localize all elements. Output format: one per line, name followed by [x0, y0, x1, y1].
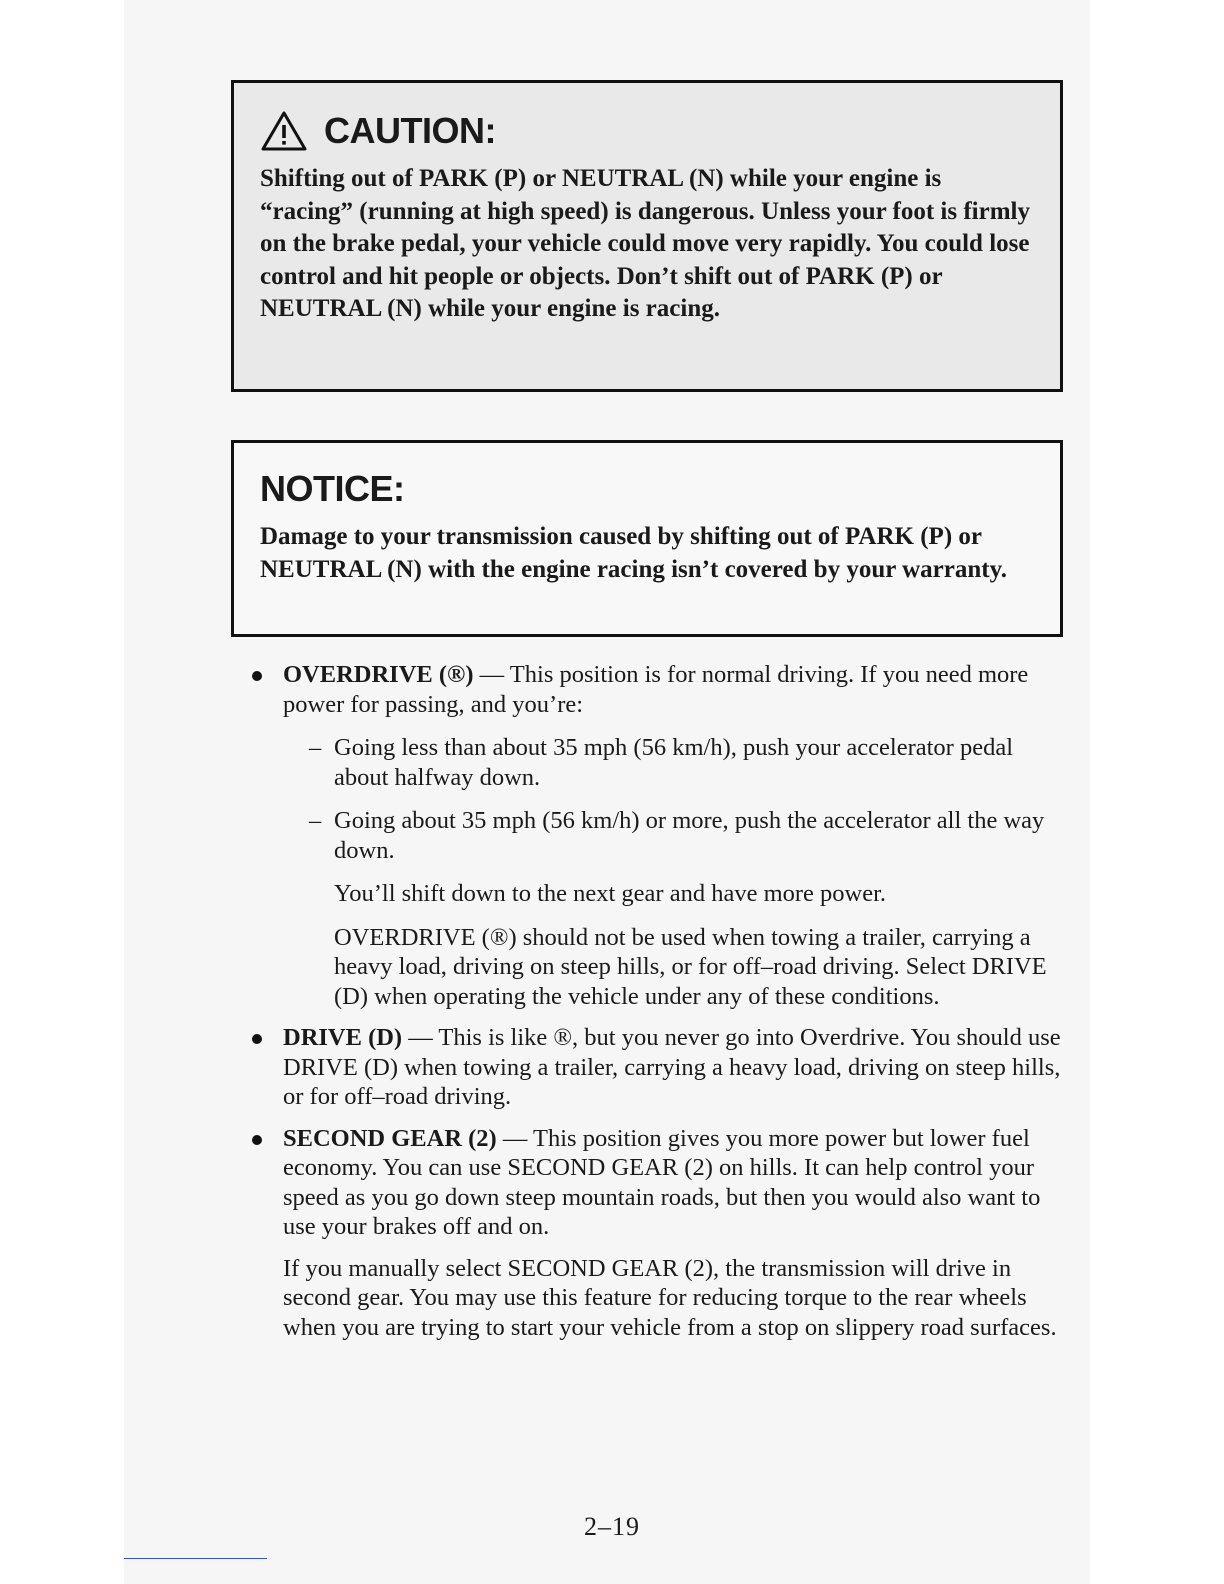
overdrive-para-2: OVERDRIVE (®) should not be used when towing a trailer, carrying a heavy load, driving on steep hills, or for off–road driving. Select DRIVE (D) when operating the vehicle under any of these conditions.: [334, 923, 1047, 1010]
notice-heading: NOTICE:: [260, 468, 405, 509]
page-number: 2–19: [584, 1512, 640, 1541]
bullet-drive: [252, 1023, 1067, 1112]
dash-item-1: [283, 733, 1067, 792]
second-gear-para: If you manually select SECOND GEAR (2), the transmission will drive in second gear. You may use this feature for reducing torque to the rear wheels when you are trying to start your vehicle from a stop on slippery road surfaces.: [283, 1254, 1057, 1341]
footer-rule: [124, 1558, 267, 1559]
bullet-overdrive: [252, 660, 1067, 1011]
notice-body: Damage to your transmission caused by shifting out of PARK (P) or NEUTRAL (N) with the engine racing isn’t covered by your warranty.: [260, 523, 1007, 583]
bullet-dot: [252, 1135, 262, 1145]
caution-heading: [260, 109, 1034, 153]
warning-triangle-icon: [260, 110, 308, 152]
caution-heading-text: CAUTION:: [324, 110, 496, 151]
caution-body: Shifting out of PARK (P) or NEUTRAL (N) while your engine is “racing” (running at high speed) is dangerous. Unless your foot is firmly on the brake pedal, your vehicle could move very rapidly. You could lose control and hit people or objects. Don’t shift out of PARK (P) or NEUTRAL (N) while your engine is racing.: [260, 165, 1030, 322]
dash-item-text: Going less than about 35 mph (56 km/h), push your accelerator pedal about halfway down.: [334, 734, 1014, 791]
bullet-dot: [252, 671, 262, 681]
dash-item-2: [283, 806, 1067, 865]
drive-text: — This is like ®, but you never go into Overdrive. You should use DRIVE (D) when towing a trailer, carrying a heavy load, driving on steep hills, or for off–road driving.: [283, 1024, 1061, 1110]
second-gear-term: SECOND GEAR (2): [283, 1124, 497, 1152]
second-gear-text: — This position gives you more power but lower fuel economy. You can use SECOND GEAR (2) on hills. It can help control your speed as you go down steep mountain roads, but then you would also want to use your brakes off and on.: [283, 1124, 1041, 1240]
caution-box: [231, 80, 1063, 392]
overdrive-text: — This position is for normal driving. If you need more power for passing, and you’re:: [283, 661, 1029, 718]
overdrive-term: OVERDRIVE (®): [283, 661, 474, 688]
body-content: [252, 660, 1067, 1342]
bullet-dot: [252, 1034, 262, 1044]
bullet-second-gear: [252, 1124, 1067, 1242]
dash-mark: –: [309, 734, 322, 761]
notice-box: [231, 440, 1063, 637]
overdrive-para-1: You’ll shift down to the next gear and have more power.: [334, 880, 887, 907]
dash-item-text: Going about 35 mph (56 km/h) or more, push the accelerator all the way down.: [334, 807, 1045, 864]
drive-term: DRIVE (D): [283, 1024, 403, 1051]
dash-mark: –: [309, 807, 322, 834]
